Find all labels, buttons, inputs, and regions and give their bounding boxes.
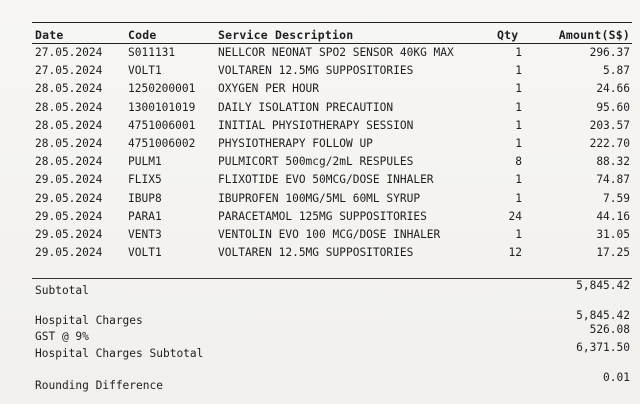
hospital-charges-subtotal-label: Hospital Charges Subtotal bbox=[35, 347, 204, 360]
subtotal-label: Subtotal bbox=[35, 284, 89, 297]
row-code: PULM1 bbox=[128, 155, 162, 169]
row-qty: 1 bbox=[515, 118, 522, 132]
row-code: VENT3 bbox=[128, 228, 162, 241]
row-code: 4751006001 bbox=[128, 118, 196, 132]
row-description: PULMICORT 500mcg/2mL RESPULES bbox=[218, 155, 414, 169]
hospital-charges-label: Hospital Charges bbox=[35, 314, 143, 327]
hospital-charges-value: 5,845.42 bbox=[576, 309, 630, 322]
gst-label: GST @ 9% bbox=[35, 330, 89, 343]
row-date: 29.05.2024 bbox=[35, 246, 103, 260]
row-qty: 1 bbox=[515, 82, 522, 96]
row-description: PHYSIOTHERAPY FOLLOW UP bbox=[218, 137, 373, 150]
row-description: VOLTAREN 12.5MG SUPPOSITORIES bbox=[218, 246, 414, 260]
row-date: 28.05.2024 bbox=[35, 137, 103, 150]
row-date: 28.05.2024 bbox=[35, 118, 103, 132]
row-code: 4751006002 bbox=[128, 137, 196, 150]
row-description: IBUPROFEN 100MG/5ML 60ML SYRUP bbox=[218, 191, 421, 205]
row-qty: 8 bbox=[515, 155, 522, 169]
row-code: IBUP8 bbox=[128, 191, 162, 205]
rounding-difference-value: 0.01 bbox=[603, 371, 630, 384]
row-date: 28.05.2024 bbox=[35, 155, 103, 169]
header-description: Service Description bbox=[218, 28, 354, 42]
rounding-difference-label: Rounding Difference bbox=[35, 379, 163, 392]
row-amount: 17.25 bbox=[596, 246, 630, 260]
header-qty: Qty bbox=[497, 28, 519, 42]
row-description: INITIAL PHYSIOTHERAPY SESSION bbox=[218, 118, 414, 132]
row-qty: 1 bbox=[515, 46, 522, 59]
row-description: FLIXOTIDE EVO 50MCG/DOSE INHALER bbox=[218, 173, 434, 187]
row-description: NELLCOR NEONAT SPO2 SENSOR 40KG MAX bbox=[218, 46, 454, 59]
row-code: VOLT1 bbox=[128, 246, 162, 260]
table-row bbox=[0, 171, 640, 189]
row-amount: 74.87 bbox=[596, 173, 630, 187]
row-date: 29.05.2024 bbox=[35, 228, 103, 241]
row-amount: 24.66 bbox=[596, 82, 630, 96]
row-amount: 88.32 bbox=[596, 155, 630, 169]
row-description: DAILY ISOLATION PRECAUTION bbox=[218, 100, 394, 114]
hospital-charges-subtotal-value: 6,371.50 bbox=[576, 341, 630, 354]
table-row bbox=[0, 226, 640, 244]
row-date: 29.05.2024 bbox=[35, 209, 103, 223]
table-row bbox=[0, 208, 640, 226]
row-description: PARACETAMOL 125MG SUPPOSITORIES bbox=[218, 209, 427, 223]
row-amount: 95.60 bbox=[596, 100, 630, 114]
row-date: 28.05.2024 bbox=[35, 100, 103, 114]
row-code: S011131 bbox=[128, 46, 176, 59]
header-amount: Amount(S$) bbox=[558, 28, 630, 42]
row-amount: 296.37 bbox=[589, 46, 630, 59]
row-amount: 31.05 bbox=[596, 228, 630, 241]
row-date: 27.05.2024 bbox=[35, 64, 103, 78]
header-code: Code bbox=[128, 28, 157, 42]
gst-value: 526.08 bbox=[589, 323, 630, 336]
row-description: VENTOLIN EVO 100 MCG/DOSE INHALER bbox=[218, 228, 441, 241]
row-amount: 7.59 bbox=[603, 191, 630, 205]
row-date: 29.05.2024 bbox=[35, 173, 103, 187]
row-description: OXYGEN PER HOUR bbox=[218, 82, 320, 96]
header-date: Date bbox=[35, 28, 64, 42]
table-row bbox=[0, 135, 640, 153]
row-qty: 24 bbox=[508, 209, 522, 223]
row-date: 28.05.2024 bbox=[35, 82, 103, 96]
table-row bbox=[0, 80, 640, 98]
subtotal-value: 5,845.42 bbox=[576, 279, 630, 292]
row-amount: 44.16 bbox=[596, 209, 630, 223]
row-amount: 5.87 bbox=[603, 64, 630, 78]
table-row bbox=[0, 117, 640, 135]
row-code: 1250200001 bbox=[128, 82, 196, 96]
table-row bbox=[0, 190, 640, 208]
table-row bbox=[0, 44, 640, 62]
row-code: PARA1 bbox=[128, 209, 162, 223]
row-qty: 1 bbox=[515, 137, 522, 150]
row-code: FLIX5 bbox=[128, 173, 162, 187]
row-code: VOLT1 bbox=[128, 64, 162, 78]
table-row bbox=[0, 244, 640, 262]
top-rule bbox=[32, 22, 632, 23]
row-qty: 1 bbox=[515, 100, 522, 114]
row-qty: 1 bbox=[515, 228, 522, 241]
row-date: 29.05.2024 bbox=[35, 191, 103, 205]
row-qty: 1 bbox=[515, 64, 522, 78]
row-qty: 12 bbox=[508, 246, 522, 260]
row-qty: 1 bbox=[515, 191, 522, 205]
row-date: 27.05.2024 bbox=[35, 46, 103, 59]
row-code: 1300101019 bbox=[128, 100, 196, 114]
row-qty: 1 bbox=[515, 173, 522, 187]
row-amount: 203.57 bbox=[589, 118, 630, 132]
row-amount: 222.70 bbox=[589, 137, 630, 150]
table-row bbox=[0, 99, 640, 117]
table-row bbox=[0, 62, 640, 80]
row-description: VOLTAREN 12.5MG SUPPOSITORIES bbox=[218, 64, 414, 78]
table-row bbox=[0, 153, 640, 171]
